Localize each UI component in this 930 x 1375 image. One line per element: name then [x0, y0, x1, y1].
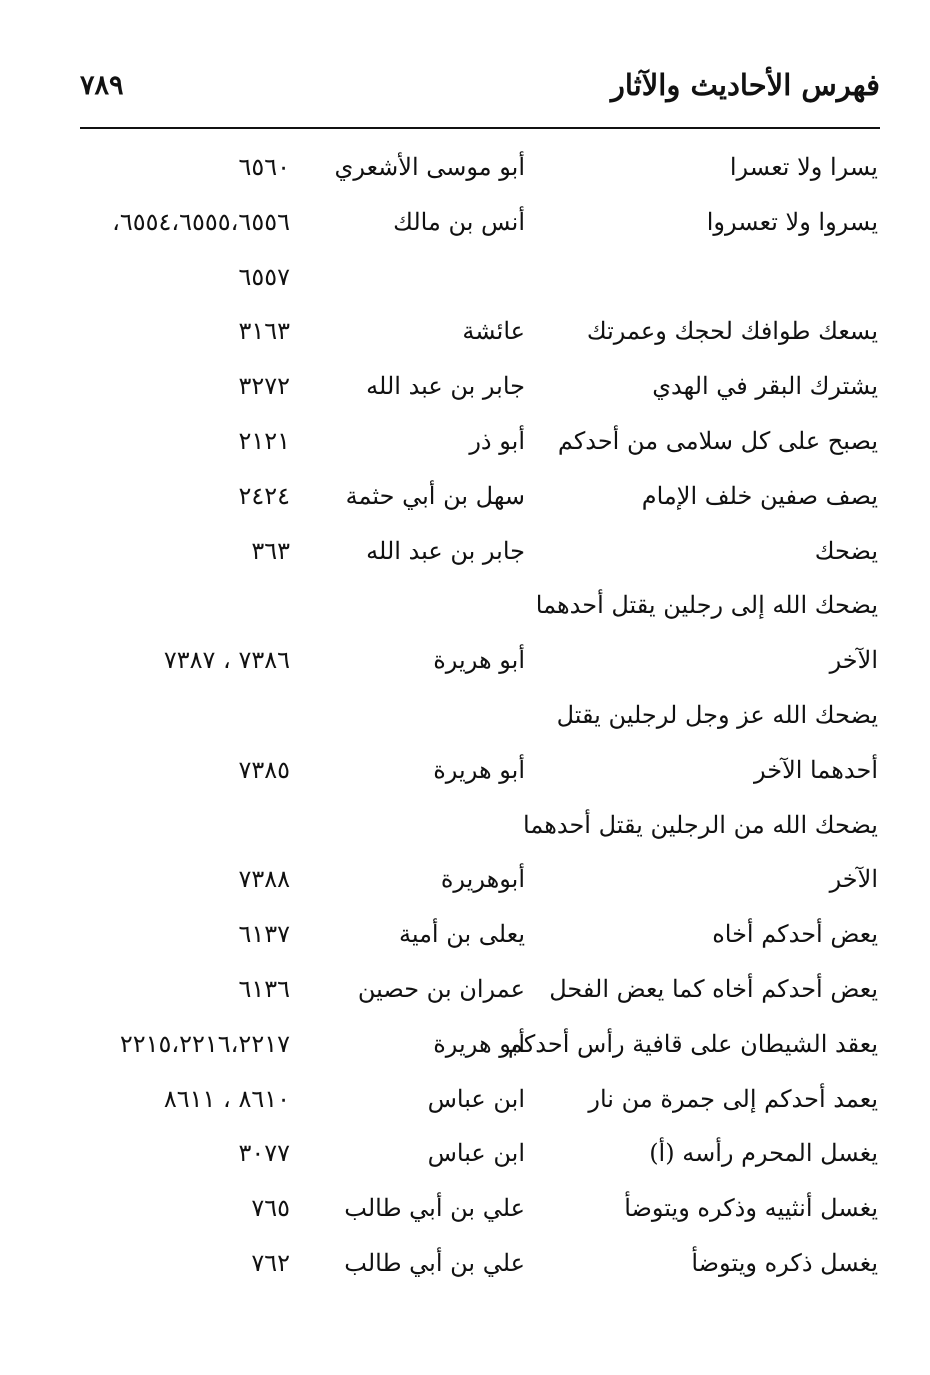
narrator-name: علي بن أبي طالب	[344, 1248, 525, 1277]
index-entry-row	[0, 198, 930, 253]
hadith-text: الآخر	[829, 646, 878, 675]
narrator-name: علي بن أبي طالب	[344, 1194, 525, 1223]
narrator-name: جابر بن عبد الله	[366, 536, 525, 565]
hadith-text: يعمد أحدكم إلى جمرة من نار	[588, 1084, 878, 1113]
hadith-text: يصف صفين خلف الإمام	[641, 481, 878, 510]
narrator-name: أنس بن مالك	[393, 207, 525, 236]
narrator-name: سهل بن أبي حثمة	[345, 481, 525, 510]
index-entry-row	[0, 527, 930, 582]
hadith-numbers: ٢٢١٥،٢٢١٦،٢٢١٧	[119, 1029, 290, 1058]
hadith-index-list	[0, 143, 930, 1294]
index-entry-row	[0, 965, 930, 1020]
hadith-text: يسرا ولا تعسرا	[729, 153, 878, 181]
hadith-numbers: ٧٣٨٦ ، ٧٣٨٧	[163, 646, 290, 675]
narrator-name: يعلى بن أمية	[398, 920, 525, 949]
hadith-numbers: ٦٥٥٧	[238, 262, 290, 291]
hadith-numbers: ٢١٢١	[238, 426, 290, 455]
page-title: فهرس الأحاديث والآثار	[610, 68, 880, 102]
hadith-numbers: ٣١٦٣	[238, 317, 290, 346]
narrator-name: أبو ذر	[469, 426, 525, 455]
hadith-text: يسعك طوافك لحجك وعمرتك	[586, 317, 878, 346]
hadith-numbers: ٣٠٧٧	[238, 1139, 290, 1168]
index-entry-row	[0, 691, 930, 746]
hadith-numbers: ٣٦٣	[251, 536, 290, 565]
index-entry-row	[0, 581, 930, 636]
index-entry-row	[0, 1239, 930, 1294]
hadith-text: يعض أحدكم أخاه	[712, 920, 878, 949]
hadith-numbers: ٨٦١٠ ، ٨٦١١	[163, 1084, 290, 1113]
hadith-text: يضحك الله إلى رجلين يقتل أحدهما	[535, 591, 878, 620]
hadith-numbers: ٧٦٥	[251, 1194, 290, 1223]
narrator-name: عمران بن حصين	[357, 974, 525, 1003]
hadith-text: يضحك الله من الرجلين يقتل أحدهما	[523, 810, 878, 839]
index-entry-row	[0, 636, 930, 691]
hadith-text: يصبح على كل سلامى من أحدكم	[557, 426, 878, 455]
hadith-text: يعض أحدكم أخاه كما يعض الفحل	[549, 974, 878, 1003]
index-entry-row	[0, 910, 930, 965]
hadith-text: أحدهما الآخر	[753, 755, 878, 784]
index-entry-row	[0, 1129, 930, 1184]
hadith-text: يسروا ولا تعسروا	[706, 207, 878, 236]
page-number: ٧٨٩	[80, 70, 124, 101]
narrator-name: أبو هريرة	[433, 646, 525, 675]
hadith-numbers: ٧٦٢	[251, 1248, 290, 1277]
hadith-numbers: ٧٣٨٨	[238, 865, 290, 894]
header-rule	[80, 127, 880, 129]
page-header	[80, 68, 880, 118]
hadith-text: يغسل المحرم رأسه (أ)	[649, 1139, 878, 1168]
index-entry-row	[0, 253, 930, 308]
narrator-name: جابر بن عبد الله	[366, 372, 525, 401]
index-entry-row	[0, 307, 930, 362]
hadith-numbers: ٦١٣٧	[238, 920, 290, 949]
narrator-name: أبو موسى الأشعري	[334, 153, 525, 181]
hadith-text: يغسل أنثييه وذكره ويتوضأ	[624, 1194, 878, 1223]
hadith-numbers: ٣٢٧٢	[238, 372, 290, 401]
hadith-numbers: ٦٥٥٤،٦٥٥٥،٦٥٥٦،	[112, 207, 290, 236]
hadith-numbers: ٦٥٦٠	[238, 153, 290, 181]
hadith-numbers: ٧٣٨٥	[238, 755, 290, 784]
index-entry-row	[0, 1075, 930, 1130]
hadith-text: يشترك البقر في الهدي	[652, 372, 878, 401]
index-entry-row	[0, 1184, 930, 1239]
narrator-name: أبو هريرة	[433, 1029, 525, 1058]
index-entry-row	[0, 801, 930, 856]
index-entry-row	[0, 746, 930, 801]
hadith-text: الآخر	[829, 865, 878, 894]
narrator-name: عائشة	[462, 317, 525, 346]
narrator-name: ابن عباس	[427, 1084, 525, 1113]
hadith-text: يضحك الله عز وجل لرجلين يقتل	[556, 700, 878, 729]
index-entry-row	[0, 472, 930, 527]
narrator-name: أبوهريرة	[440, 865, 525, 894]
hadith-text: يعقد الشيطان على قافية رأس أحدكم	[507, 1029, 878, 1058]
index-entry-row	[0, 1020, 930, 1075]
hadith-numbers: ٦١٣٦	[238, 974, 290, 1003]
index-entry-row	[0, 417, 930, 472]
index-entry-row	[0, 855, 930, 910]
index-entry-row	[0, 362, 930, 417]
hadith-numbers: ٢٤٢٤	[238, 481, 290, 510]
hadith-text: يغسل ذكره ويتوضأ	[691, 1248, 878, 1277]
narrator-name: ابن عباس	[427, 1139, 525, 1168]
narrator-name: أبو هريرة	[433, 755, 525, 784]
hadith-text: يضحك	[814, 536, 878, 565]
index-entry-row	[0, 143, 930, 198]
